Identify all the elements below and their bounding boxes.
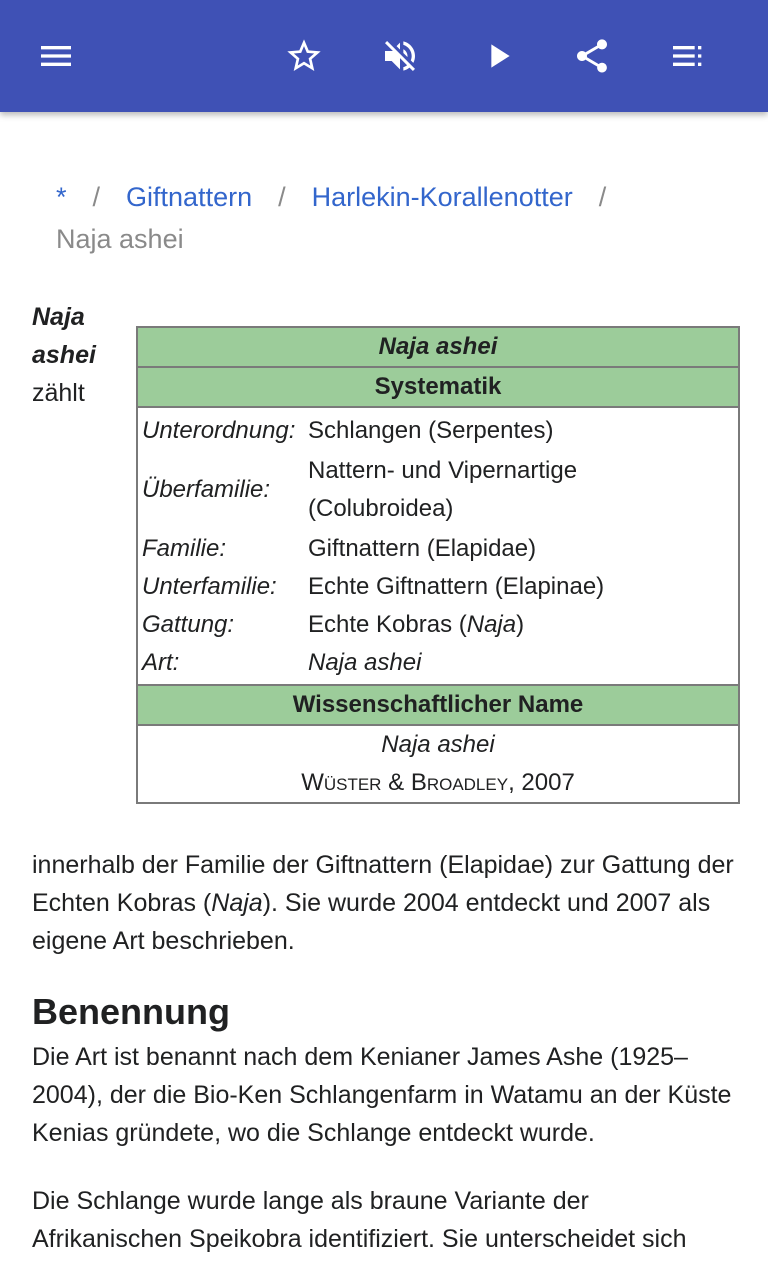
taxobox-value[interactable] <box>308 452 734 528</box>
taxobox-row <box>142 412 734 450</box>
taxobox <box>136 326 740 804</box>
lead-species-name-2: ashei <box>32 341 96 369</box>
taxobox-key: Familie: <box>142 535 227 562</box>
volume-off-icon <box>380 36 420 76</box>
play-button[interactable] <box>470 28 526 84</box>
taxobox-year: , 2007 <box>508 769 575 796</box>
taxobox-key: Art: <box>142 649 180 676</box>
article-body <box>32 846 736 1258</box>
taxobox-key: Unterfamilie: <box>142 573 277 600</box>
paragraph: Die Schlange wurde lange als braune Variante der Afrikanischen Speikobra identifiziert. Sie unterscheidet sich <box>32 1187 687 1253</box>
taxobox-value-line: (Colubroidea) <box>308 495 454 522</box>
taxobox-author: Wüster <box>301 769 382 796</box>
breadcrumb-link-giftnattern[interactable]: Giftnattern <box>126 182 253 212</box>
lead-verb: zählt <box>32 379 85 407</box>
paragraph <box>32 846 736 960</box>
taxobox-sci-name: Naja ashei <box>381 731 495 758</box>
menu-button[interactable] <box>28 28 84 84</box>
bookmark-button[interactable] <box>276 28 332 84</box>
taxobox-row <box>142 530 734 568</box>
taxobox-row <box>142 644 734 682</box>
breadcrumb-link-harlekin-korallenotter[interactable]: Harlekin-Korallenotter <box>311 182 573 212</box>
mute-button[interactable] <box>372 28 428 84</box>
taxobox-value[interactable]: Giftnattern (Elapidae) <box>308 535 537 562</box>
taxobox-key: Gattung: <box>142 611 235 638</box>
taxobox-sci-block <box>138 726 738 802</box>
play-icon <box>478 36 518 76</box>
breadcrumb-separator: / <box>92 182 101 212</box>
lead-text <box>32 298 122 412</box>
taxobox-row <box>142 452 734 528</box>
taxobox-value[interactable] <box>308 606 734 644</box>
taxobox-title: Naja ashei <box>138 328 738 368</box>
share-button[interactable] <box>564 28 620 84</box>
taxobox-value-text: ) <box>516 611 525 638</box>
app-bar <box>0 0 768 112</box>
taxobox-row <box>142 568 734 606</box>
taxobox-author-amp: & <box>381 769 411 796</box>
taxobox-section-sci-name: Wissenschaftlicher Name <box>138 684 738 726</box>
toc-button[interactable] <box>660 28 716 84</box>
taxobox-key: Überfamilie: <box>142 476 271 503</box>
taxobox-value[interactable]: Schlangen (Serpentes) <box>308 417 554 444</box>
lead-species-name-1: Naja <box>32 303 85 331</box>
paragraph-italic: Naja <box>211 889 263 917</box>
taxobox-value[interactable]: Echte Giftnattern (Elapinae) <box>308 573 605 600</box>
paragraph-text: innerhalb der Familie der Giftnattern (Elapidae) zur Gattung der Echten Kobras ( <box>32 851 734 917</box>
paragraph: Die Art ist benannt nach dem Kenianer James Ashe (1925–2004), der die Bio-Ken Schlangenfarm in Watamu an der Küste Kenias gründete, wo die Schlange entdeckt wurde. <box>32 1043 732 1147</box>
taxobox-rows <box>138 408 738 684</box>
paragraph-text: ). Sie wurde 2004 entdeckt und 2007 als eigene Art beschrieben. <box>32 889 711 955</box>
taxobox-value: Naja ashei <box>308 649 422 676</box>
taxobox-row <box>142 606 734 644</box>
breadcrumb-separator: / <box>598 182 607 212</box>
breadcrumb-current: Naja ashei <box>56 224 184 254</box>
section-heading-benennung: Benennung <box>32 991 230 1032</box>
taxobox-value-line: Nattern- und Vipernartige <box>308 457 578 484</box>
star-outline-icon <box>284 36 324 76</box>
breadcrumb-separator: / <box>278 182 286 212</box>
list-icon <box>668 36 708 76</box>
breadcrumb <box>56 176 736 260</box>
breadcrumb-home-link[interactable]: * <box>56 182 67 212</box>
taxobox-key: Unterordnung: <box>142 417 296 444</box>
taxobox-value-italic: Naja <box>466 611 517 638</box>
taxobox-section-systematik: Systematik <box>138 368 738 408</box>
menu-icon <box>36 36 76 76</box>
taxobox-value-text: Echte Kobras ( <box>308 611 467 638</box>
share-icon <box>572 36 612 76</box>
taxobox-author: Broadley <box>410 769 509 796</box>
